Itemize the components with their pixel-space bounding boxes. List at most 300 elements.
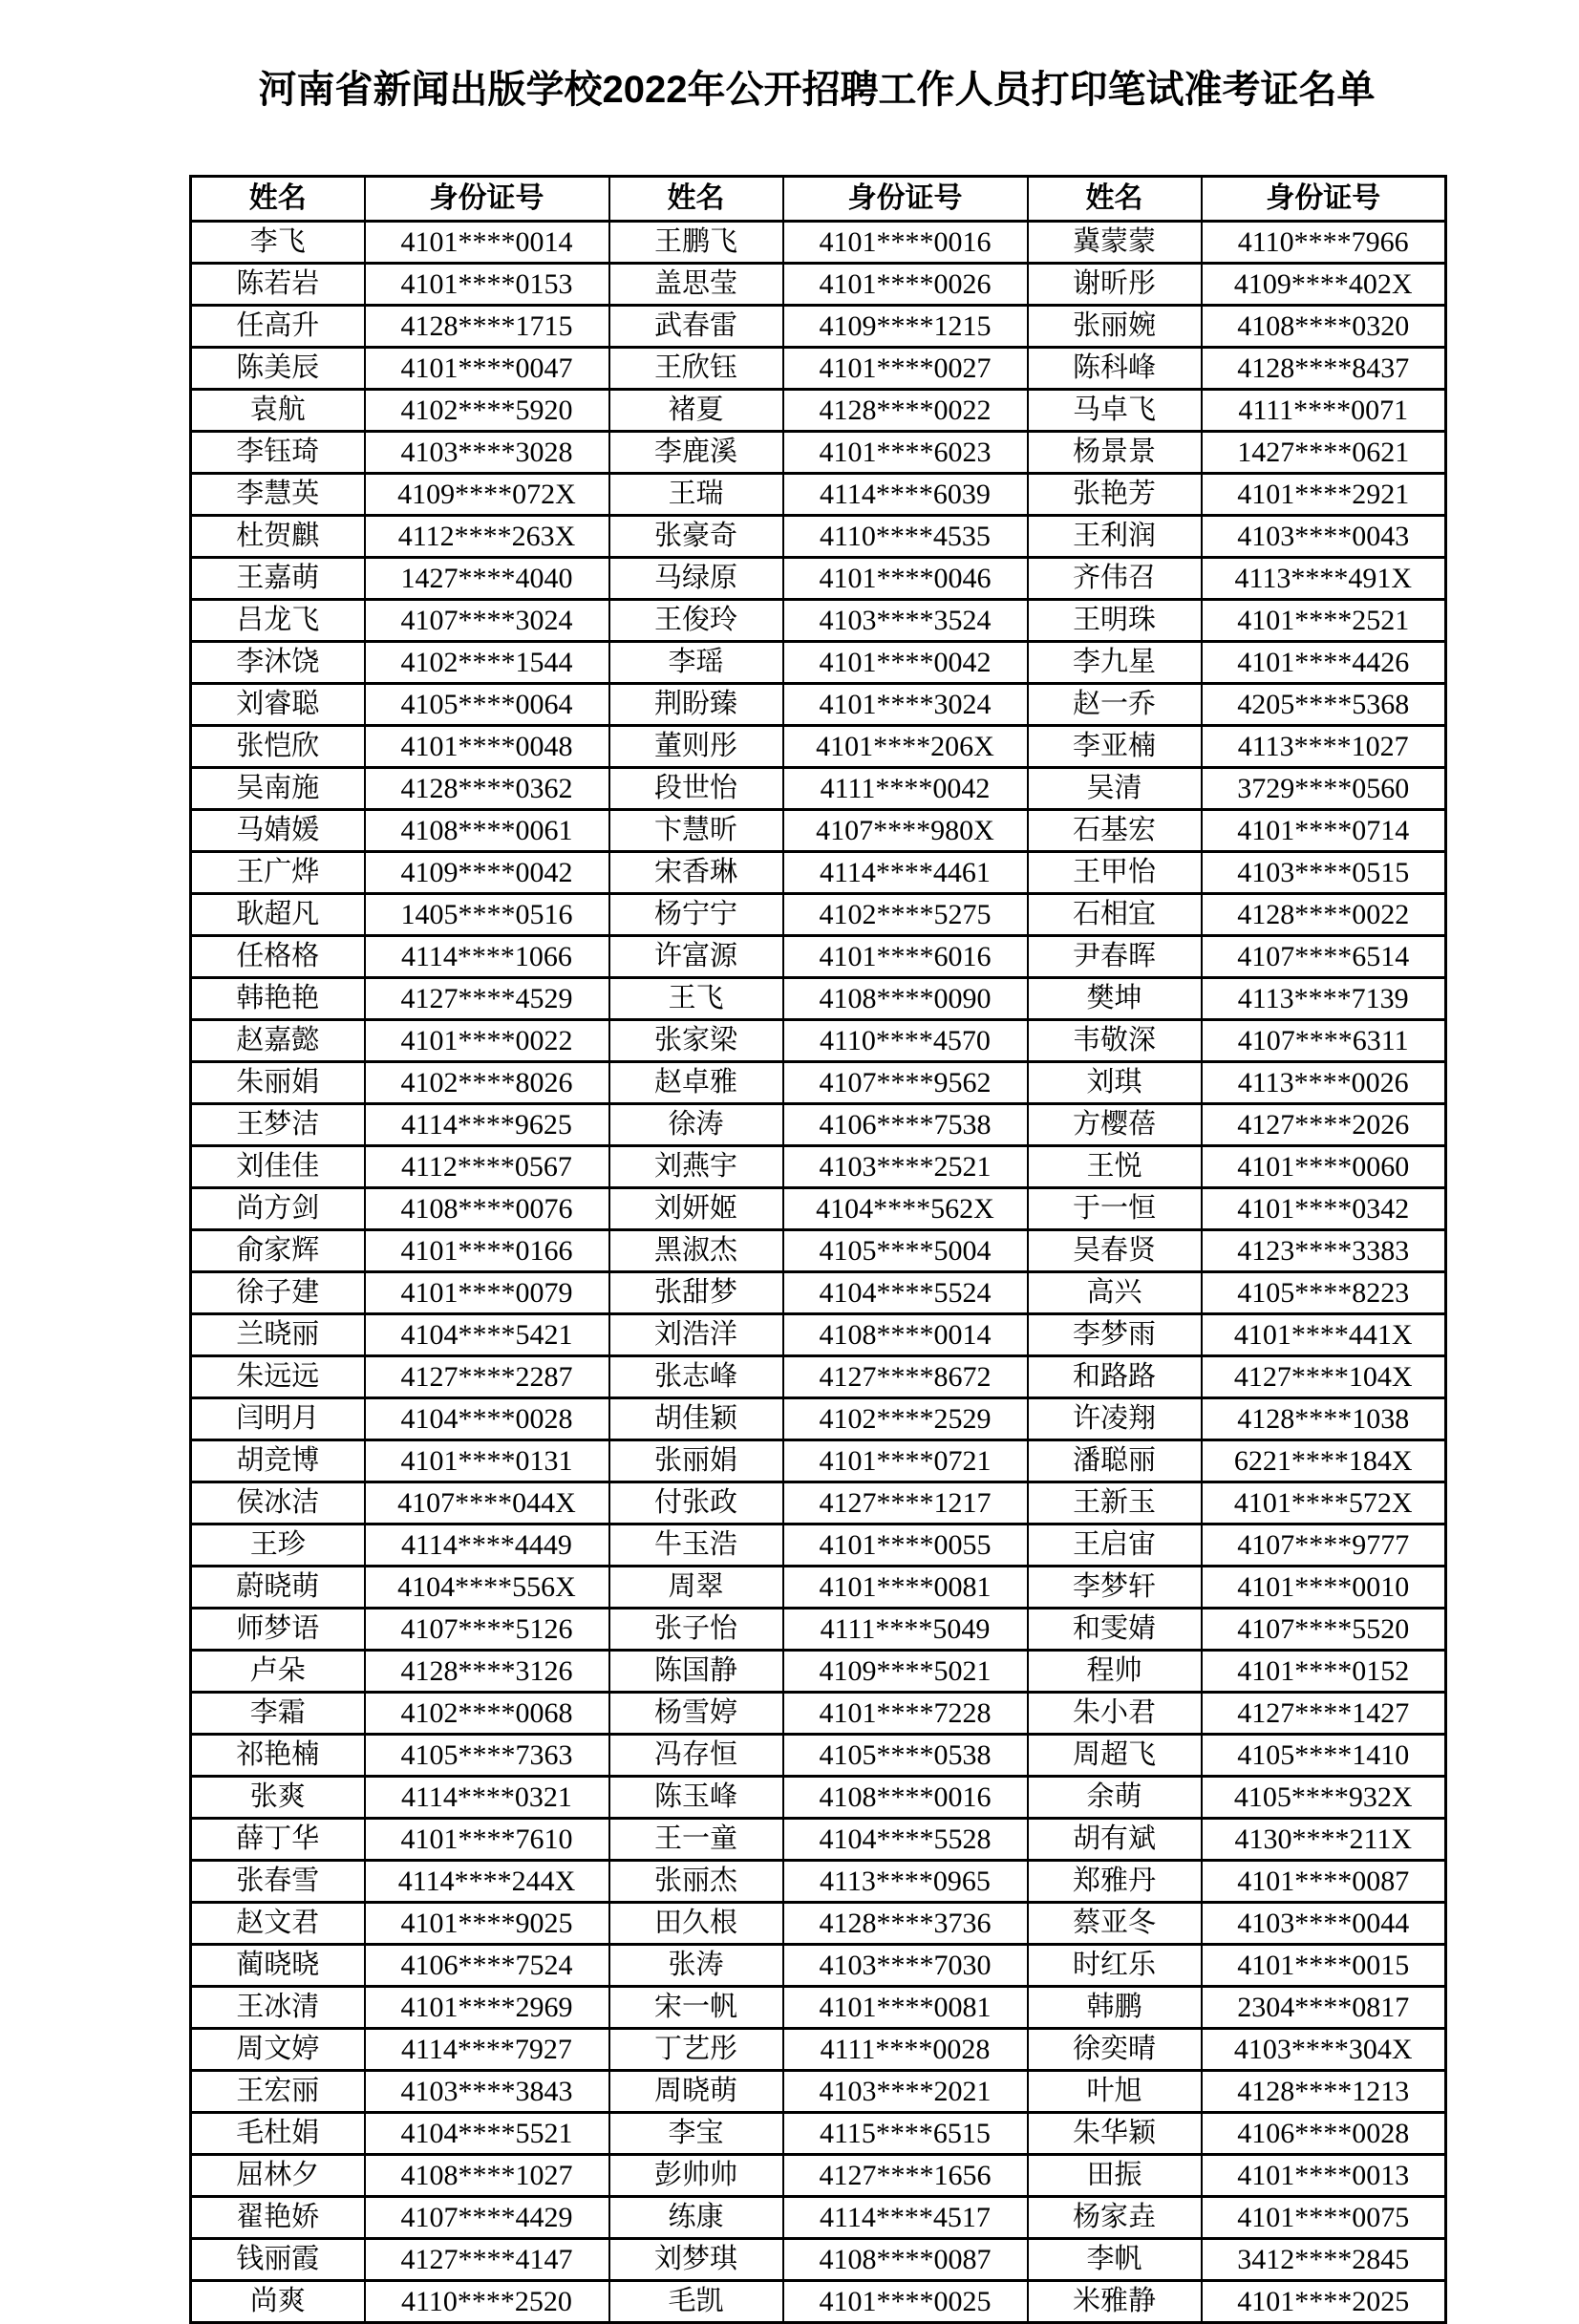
name-cell: 张家梁 (609, 1020, 783, 1062)
name-cell: 卞慧昕 (609, 810, 783, 852)
name-cell: 翟艳娇 (191, 2197, 365, 2239)
id-cell: 4110****4570 (783, 1020, 1028, 1062)
id-cell: 4105****0538 (783, 1735, 1028, 1777)
id-cell: 4102****2529 (783, 1398, 1028, 1440)
name-cell: 王冰清 (191, 1987, 365, 2029)
table-row (191, 1819, 1446, 1861)
name-cell: 张丽娟 (609, 1440, 783, 1482)
name-cell: 薛丁华 (191, 1819, 365, 1861)
name-cell: 杨宁宁 (609, 894, 783, 936)
id-cell: 4108****0014 (783, 1314, 1028, 1356)
name-cell: 高兴 (1028, 1272, 1202, 1314)
id-cell: 4101****0131 (365, 1440, 609, 1482)
name-cell: 李梦轩 (1028, 1567, 1202, 1609)
name-cell: 武春雷 (609, 306, 783, 348)
name-cell: 张子怡 (609, 1609, 783, 1651)
id-cell: 4101****0079 (365, 1272, 609, 1314)
table-row (191, 936, 1446, 978)
name-cell: 任格格 (191, 936, 365, 978)
name-cell: 王广烨 (191, 852, 365, 894)
name-cell: 刘浩洋 (609, 1314, 783, 1356)
table-row (191, 1020, 1446, 1062)
id-cell: 4104****5421 (365, 1314, 609, 1356)
id-cell: 4127****1656 (783, 2155, 1028, 2197)
id-cell: 4104****0028 (365, 1398, 609, 1440)
table-row (191, 516, 1446, 558)
id-cell: 4101****0081 (783, 1987, 1028, 2029)
id-cell: 4127****1427 (1202, 1693, 1446, 1735)
name-cell: 胡有斌 (1028, 1819, 1202, 1861)
id-cell: 4101****6016 (783, 936, 1028, 978)
name-cell: 俞家辉 (191, 1230, 365, 1272)
name-cell: 陈科峰 (1028, 348, 1202, 390)
id-cell: 4107****3024 (365, 600, 609, 642)
name-cell: 蔡亚冬 (1028, 1903, 1202, 1945)
id-cell: 4103****3028 (365, 432, 609, 474)
id-cell: 4103****0043 (1202, 516, 1446, 558)
name-cell: 王梦洁 (191, 1104, 365, 1146)
name-cell: 段世怡 (609, 768, 783, 810)
id-cell: 4101****6023 (783, 432, 1028, 474)
table-row (191, 2029, 1446, 2071)
name-cell: 李飞 (191, 222, 365, 264)
table-row (191, 1861, 1446, 1903)
id-cell: 4107****9562 (783, 1062, 1028, 1104)
id-cell: 4101****0047 (365, 348, 609, 390)
id-cell: 4101****0087 (1202, 1861, 1446, 1903)
id-cell: 4127****2026 (1202, 1104, 1446, 1146)
name-cell: 王新玉 (1028, 1482, 1202, 1524)
name-cell: 毛杜娟 (191, 2113, 365, 2155)
table-row (191, 2155, 1446, 2197)
name-cell: 田振 (1028, 2155, 1202, 2197)
name-cell: 尹春晖 (1028, 936, 1202, 978)
id-cell: 4106****0028 (1202, 2113, 1446, 2155)
name-cell: 时红乐 (1028, 1945, 1202, 1987)
id-cell: 3412****2845 (1202, 2239, 1446, 2281)
name-cell: 齐伟召 (1028, 558, 1202, 600)
name-cell: 钱丽霞 (191, 2239, 365, 2281)
name-cell: 李梦雨 (1028, 1314, 1202, 1356)
name-cell: 赵文君 (191, 1903, 365, 1945)
id-cell: 4128****0022 (1202, 894, 1446, 936)
table-row (191, 600, 1446, 642)
id-cell: 4127****104X (1202, 1356, 1446, 1398)
name-cell: 董则彤 (609, 726, 783, 768)
id-cell: 4128****1213 (1202, 2071, 1446, 2113)
id-cell: 4101****0342 (1202, 1188, 1446, 1230)
header-cell-name: 姓名 (191, 177, 365, 222)
table-row (191, 1440, 1446, 1482)
name-cell: 朱华颖 (1028, 2113, 1202, 2155)
name-cell: 樊坤 (1028, 978, 1202, 1020)
id-cell: 4114****4449 (365, 1524, 609, 1567)
id-cell: 1405****0516 (365, 894, 609, 936)
id-cell: 6221****184X (1202, 1440, 1446, 1482)
id-cell: 4104****5524 (783, 1272, 1028, 1314)
table-row (191, 1272, 1446, 1314)
id-cell: 4106****7524 (365, 1945, 609, 1987)
id-cell: 4101****0010 (1202, 1567, 1446, 1609)
name-cell: 王一童 (609, 1819, 783, 1861)
name-cell: 朱远远 (191, 1356, 365, 1398)
name-cell: 陈玉峰 (609, 1777, 783, 1819)
name-cell: 刘妍姬 (609, 1188, 783, 1230)
id-cell: 4107****4429 (365, 2197, 609, 2239)
table-row (191, 1482, 1446, 1524)
name-cell: 王启宙 (1028, 1524, 1202, 1567)
name-cell: 黑淑杰 (609, 1230, 783, 1272)
name-cell: 王珍 (191, 1524, 365, 1567)
name-cell: 王俊玲 (609, 600, 783, 642)
id-cell: 4114****6039 (783, 474, 1028, 516)
id-cell: 4101****0714 (1202, 810, 1446, 852)
name-cell: 石基宏 (1028, 810, 1202, 852)
id-cell: 4111****0071 (1202, 390, 1446, 432)
id-cell: 4101****2969 (365, 1987, 609, 2029)
name-cell: 王欣钰 (609, 348, 783, 390)
id-cell: 4108****0016 (783, 1777, 1028, 1819)
table-row (191, 1567, 1446, 1609)
name-cell: 李钰琦 (191, 432, 365, 474)
name-cell: 杨雪婷 (609, 1693, 783, 1735)
name-cell: 李慧英 (191, 474, 365, 516)
name-cell: 耿超凡 (191, 894, 365, 936)
name-cell: 练康 (609, 2197, 783, 2239)
name-cell: 方樱蓓 (1028, 1104, 1202, 1146)
id-cell: 4101****2521 (1202, 600, 1446, 642)
id-cell: 4111****5049 (783, 1609, 1028, 1651)
id-cell: 4123****3383 (1202, 1230, 1446, 1272)
table-row (191, 1188, 1446, 1230)
id-cell: 4104****556X (365, 1567, 609, 1609)
id-cell: 4103****2021 (783, 2071, 1028, 2113)
id-cell: 4102****5920 (365, 390, 609, 432)
id-cell: 4101****0721 (783, 1440, 1028, 1482)
id-cell: 4101****0081 (783, 1567, 1028, 1609)
table-row (191, 978, 1446, 1020)
id-cell: 4101****0152 (1202, 1651, 1446, 1693)
id-cell: 4109****072X (365, 474, 609, 516)
table-row (191, 1945, 1446, 1987)
id-cell: 4101****0015 (1202, 1945, 1446, 1987)
name-cell: 周文婷 (191, 2029, 365, 2071)
id-cell: 4109****1215 (783, 306, 1028, 348)
table-row (191, 1609, 1446, 1651)
name-cell: 张艳芳 (1028, 474, 1202, 516)
name-cell: 兰晓丽 (191, 1314, 365, 1356)
name-cell: 陈国静 (609, 1651, 783, 1693)
id-cell: 4107****980X (783, 810, 1028, 852)
id-cell: 4115****6515 (783, 2113, 1028, 2155)
name-cell: 徐涛 (609, 1104, 783, 1146)
name-cell: 蔺晓晓 (191, 1945, 365, 1987)
name-cell: 闫明月 (191, 1398, 365, 1440)
table-row (191, 1693, 1446, 1735)
id-cell: 4105****1410 (1202, 1735, 1446, 1777)
table-row (191, 264, 1446, 306)
id-cell: 4103****0515 (1202, 852, 1446, 894)
id-cell: 4108****1027 (365, 2155, 609, 2197)
name-cell: 周超飞 (1028, 1735, 1202, 1777)
name-cell: 胡竞博 (191, 1440, 365, 1482)
id-cell: 4108****0061 (365, 810, 609, 852)
table-row (191, 2239, 1446, 2281)
id-cell: 4101****0046 (783, 558, 1028, 600)
id-cell: 4128****3126 (365, 1651, 609, 1693)
id-cell: 4101****4426 (1202, 642, 1446, 684)
name-cell: 杜贺麒 (191, 516, 365, 558)
header-cell-id: 身份证号 (365, 177, 609, 222)
id-cell: 4109****5021 (783, 1651, 1028, 1693)
id-cell: 4113****491X (1202, 558, 1446, 600)
name-cell: 谢昕彤 (1028, 264, 1202, 306)
name-cell: 马卓飞 (1028, 390, 1202, 432)
id-cell: 4101****7610 (365, 1819, 609, 1861)
name-cell: 徐子建 (191, 1272, 365, 1314)
id-cell: 4107****5126 (365, 1609, 609, 1651)
id-cell: 4101****9025 (365, 1903, 609, 1945)
name-cell: 王飞 (609, 978, 783, 1020)
id-cell: 4113****1027 (1202, 726, 1446, 768)
id-cell: 4105****932X (1202, 1777, 1446, 1819)
header-cell-name: 姓名 (609, 177, 783, 222)
id-cell: 1427****0621 (1202, 432, 1446, 474)
name-cell: 王瑞 (609, 474, 783, 516)
header-cell-id: 身份证号 (783, 177, 1028, 222)
name-cell: 丁艺彤 (609, 2029, 783, 2071)
id-cell: 4114****0321 (365, 1777, 609, 1819)
id-cell: 4114****9625 (365, 1104, 609, 1146)
name-cell: 李宝 (609, 2113, 783, 2155)
name-cell: 叶旭 (1028, 2071, 1202, 2113)
id-cell: 4128****1038 (1202, 1398, 1446, 1440)
id-cell: 4103****7030 (783, 1945, 1028, 1987)
table-row (191, 2071, 1446, 2113)
name-cell: 刘梦琪 (609, 2239, 783, 2281)
id-cell: 4127****4529 (365, 978, 609, 1020)
id-cell: 4109****0042 (365, 852, 609, 894)
name-cell: 张丽婉 (1028, 306, 1202, 348)
name-cell: 尚方剑 (191, 1188, 365, 1230)
name-cell: 李霜 (191, 1693, 365, 1735)
id-cell: 4109****402X (1202, 264, 1446, 306)
id-cell: 4101****7228 (783, 1693, 1028, 1735)
id-cell: 4101****0016 (783, 222, 1028, 264)
table-row (191, 1314, 1446, 1356)
name-cell: 王鹏飞 (609, 222, 783, 264)
name-cell: 王嘉萌 (191, 558, 365, 600)
name-cell: 王甲怡 (1028, 852, 1202, 894)
table-row (191, 1777, 1446, 1819)
id-cell: 3729****0560 (1202, 768, 1446, 810)
id-cell: 4101****3024 (783, 684, 1028, 726)
id-cell: 4101****0075 (1202, 2197, 1446, 2239)
name-cell: 于一恒 (1028, 1188, 1202, 1230)
id-cell: 4103****0044 (1202, 1903, 1446, 1945)
table-row (191, 390, 1446, 432)
id-cell: 2304****0817 (1202, 1987, 1446, 2029)
id-cell: 4110****2520 (365, 2281, 609, 2323)
name-cell: 郑雅丹 (1028, 1861, 1202, 1903)
roster-table (189, 175, 1447, 2324)
id-cell: 4101****2025 (1202, 2281, 1446, 2323)
id-cell: 4114****244X (365, 1861, 609, 1903)
name-cell: 米雅静 (1028, 2281, 1202, 2323)
name-cell: 祁艳楠 (191, 1735, 365, 1777)
id-cell: 4128****0362 (365, 768, 609, 810)
id-cell: 4127****4147 (365, 2239, 609, 2281)
name-cell: 吴春贤 (1028, 1230, 1202, 1272)
name-cell: 牛玉浩 (609, 1524, 783, 1567)
id-cell: 1427****4040 (365, 558, 609, 600)
table-row (191, 684, 1446, 726)
table-row (191, 2281, 1446, 2323)
name-cell: 袁航 (191, 390, 365, 432)
table-row (191, 1735, 1446, 1777)
name-cell: 李鹿溪 (609, 432, 783, 474)
table-row (191, 1230, 1446, 1272)
id-cell: 4128****0022 (783, 390, 1028, 432)
id-cell: 4105****5004 (783, 1230, 1028, 1272)
id-cell: 4101****0027 (783, 348, 1028, 390)
table-row (191, 1903, 1446, 1945)
name-cell: 杨景景 (1028, 432, 1202, 474)
id-cell: 4112****263X (365, 516, 609, 558)
name-cell: 李亚楠 (1028, 726, 1202, 768)
table-row (191, 558, 1446, 600)
table-row (191, 1398, 1446, 1440)
table-row (191, 1356, 1446, 1398)
table-body (191, 222, 1446, 2323)
id-cell: 4114****4461 (783, 852, 1028, 894)
name-cell: 李九星 (1028, 642, 1202, 684)
name-cell: 韩艳艳 (191, 978, 365, 1020)
name-cell: 周晓萌 (609, 2071, 783, 2113)
table-row (191, 1987, 1446, 2029)
id-cell: 4127****1217 (783, 1482, 1028, 1524)
name-cell: 赵卓雅 (609, 1062, 783, 1104)
name-cell: 许富源 (609, 936, 783, 978)
table-row (191, 2197, 1446, 2239)
name-cell: 李帆 (1028, 2239, 1202, 2281)
id-cell: 4102****5275 (783, 894, 1028, 936)
name-cell: 吴南施 (191, 768, 365, 810)
name-cell: 马婧媛 (191, 810, 365, 852)
name-cell: 韦敬深 (1028, 1020, 1202, 1062)
name-cell: 卢朵 (191, 1651, 365, 1693)
id-cell: 4113****0965 (783, 1861, 1028, 1903)
id-cell: 4101****0026 (783, 264, 1028, 306)
id-cell: 4110****7966 (1202, 222, 1446, 264)
id-cell: 4113****7139 (1202, 978, 1446, 1020)
id-cell: 4108****0090 (783, 978, 1028, 1020)
table-row (191, 726, 1446, 768)
id-cell: 4105****0064 (365, 684, 609, 726)
id-cell: 4101****572X (1202, 1482, 1446, 1524)
name-cell: 陈美辰 (191, 348, 365, 390)
table-row (191, 852, 1446, 894)
table-row (191, 768, 1446, 810)
name-cell: 蔚晓萌 (191, 1567, 365, 1609)
id-cell: 4102****1544 (365, 642, 609, 684)
table-row (191, 894, 1446, 936)
id-cell: 4101****0022 (365, 1020, 609, 1062)
id-cell: 4108****0087 (783, 2239, 1028, 2281)
name-cell: 刘睿聪 (191, 684, 365, 726)
name-cell: 和路路 (1028, 1356, 1202, 1398)
id-cell: 4111****0028 (783, 2029, 1028, 2071)
name-cell: 张涛 (609, 1945, 783, 1987)
id-cell: 4101****0153 (365, 264, 609, 306)
id-cell: 4127****8672 (783, 1356, 1028, 1398)
name-cell: 冯存恒 (609, 1735, 783, 1777)
header-cell-name: 姓名 (1028, 177, 1202, 222)
id-cell: 4101****0055 (783, 1524, 1028, 1567)
id-cell: 4107****5520 (1202, 1609, 1446, 1651)
table-row (191, 222, 1446, 264)
id-cell: 4128****1715 (365, 306, 609, 348)
name-cell: 盖思莹 (609, 264, 783, 306)
name-cell: 周翠 (609, 1567, 783, 1609)
id-cell: 4107****044X (365, 1482, 609, 1524)
name-cell: 张爽 (191, 1777, 365, 1819)
name-cell: 吴清 (1028, 768, 1202, 810)
name-cell: 张春雪 (191, 1861, 365, 1903)
id-cell: 4108****0076 (365, 1188, 609, 1230)
table-head (191, 177, 1446, 222)
id-cell: 4113****0026 (1202, 1062, 1446, 1104)
id-cell: 4107****9777 (1202, 1524, 1446, 1567)
name-cell: 石相宜 (1028, 894, 1202, 936)
id-cell: 4101****441X (1202, 1314, 1446, 1356)
name-cell: 张甜梦 (609, 1272, 783, 1314)
name-cell: 赵嘉懿 (191, 1020, 365, 1062)
name-cell: 胡佳颖 (609, 1398, 783, 1440)
id-cell: 4102****0068 (365, 1693, 609, 1735)
id-cell: 4111****0042 (783, 768, 1028, 810)
header-row (191, 177, 1446, 222)
name-cell: 陈若岩 (191, 264, 365, 306)
name-cell: 彭帅帅 (609, 2155, 783, 2197)
id-cell: 4102****8026 (365, 1062, 609, 1104)
id-cell: 4114****7927 (365, 2029, 609, 2071)
name-cell: 余萌 (1028, 1777, 1202, 1819)
name-cell: 刘琪 (1028, 1062, 1202, 1104)
table-row (191, 1146, 1446, 1188)
id-cell: 4101****0025 (783, 2281, 1028, 2323)
name-cell: 王明珠 (1028, 600, 1202, 642)
name-cell: 张志峰 (609, 1356, 783, 1398)
name-cell: 毛凯 (609, 2281, 783, 2323)
name-cell: 王宏丽 (191, 2071, 365, 2113)
name-cell: 宋香琳 (609, 852, 783, 894)
id-cell: 4130****211X (1202, 1819, 1446, 1861)
id-cell: 4101****0048 (365, 726, 609, 768)
name-cell: 张恺欣 (191, 726, 365, 768)
name-cell: 张丽杰 (609, 1861, 783, 1903)
table-row (191, 1651, 1446, 1693)
id-cell: 4103****2521 (783, 1146, 1028, 1188)
id-cell: 4101****206X (783, 726, 1028, 768)
table-row (191, 1062, 1446, 1104)
name-cell: 任高升 (191, 306, 365, 348)
name-cell: 王利润 (1028, 516, 1202, 558)
name-cell: 荆盼臻 (609, 684, 783, 726)
table-row (191, 1524, 1446, 1567)
id-cell: 4108****0320 (1202, 306, 1446, 348)
name-cell: 程帅 (1028, 1651, 1202, 1693)
